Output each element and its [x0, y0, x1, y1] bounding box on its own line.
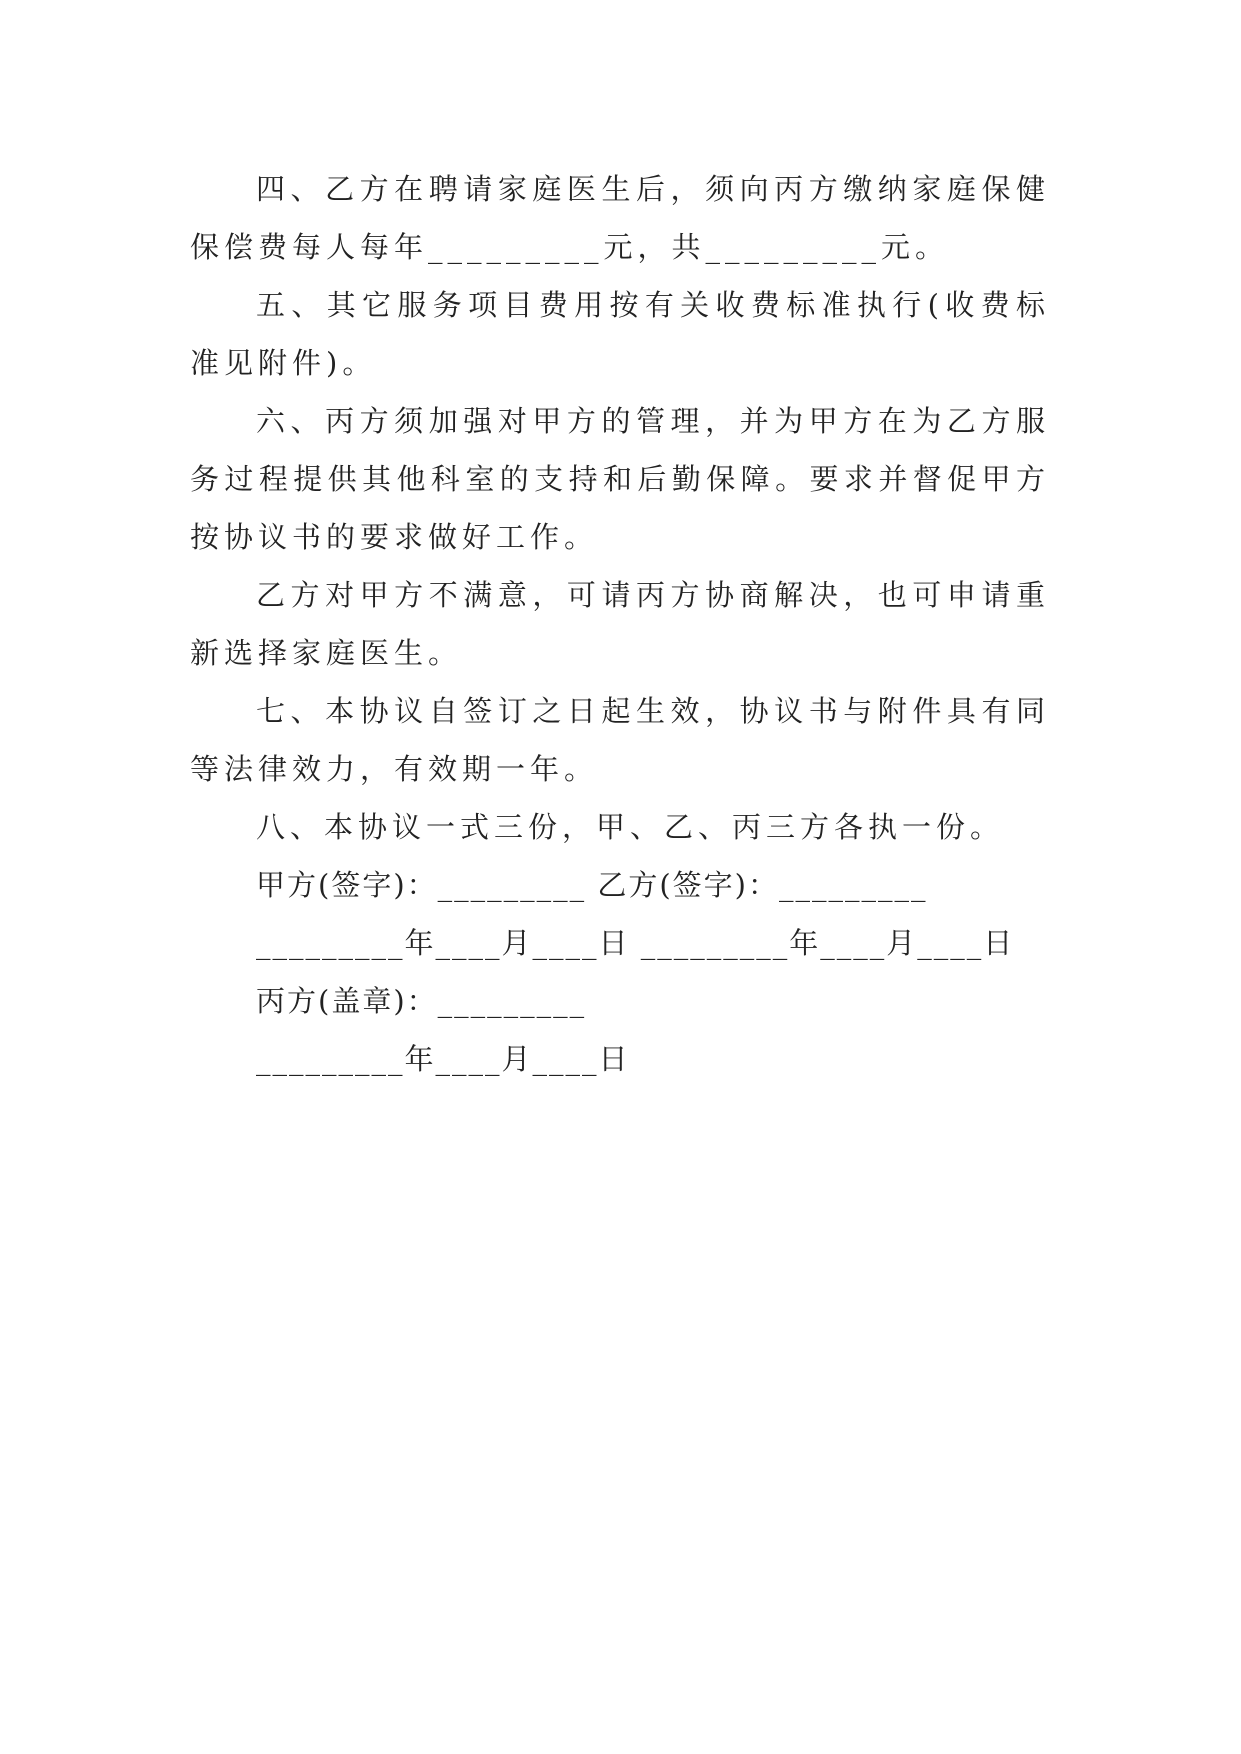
- clause-4-fee: 四、乙方在聘请家庭医生后，须向丙方缴纳家庭保健保偿费每人每年_________元，共_________元。: [190, 172, 1050, 264]
- clause-5-other-fees: 五、其它服务项目费用按有关收费标准执行(收费标准见附件)。: [190, 288, 1050, 380]
- seal-line-party-c: 丙方(盖章)：_________: [256, 984, 587, 1018]
- date-line-party-c: _________年____月____日: [256, 1042, 630, 1076]
- signature-block: [190, 856, 1050, 1088]
- clause-8-copies: 八、本协议一式三份，甲、乙、丙三方各执一份。: [256, 810, 1005, 844]
- clause-7-effective: 七、本协议自签订之日起生效，协议书与附件具有同等法律效力，有效期一年。: [190, 694, 1050, 786]
- date-line-party-a-b: _________年____月____日 _________年____月____日: [256, 926, 1015, 960]
- document-body: [190, 160, 1050, 1088]
- clause-6-dissatisfaction: 乙方对甲方不满意，可请丙方协商解决，也可申请重新选择家庭医生。: [190, 578, 1050, 670]
- clause-6-management: 六、丙方须加强对甲方的管理，并为甲方在为乙方服务过程提供其他科室的支持和后勤保障。要求并督促甲方按协议书的要求做好工作。: [190, 404, 1050, 554]
- signature-line-party-a-b: 甲方(签字)：_________ 乙方(签字)：_________: [256, 868, 928, 902]
